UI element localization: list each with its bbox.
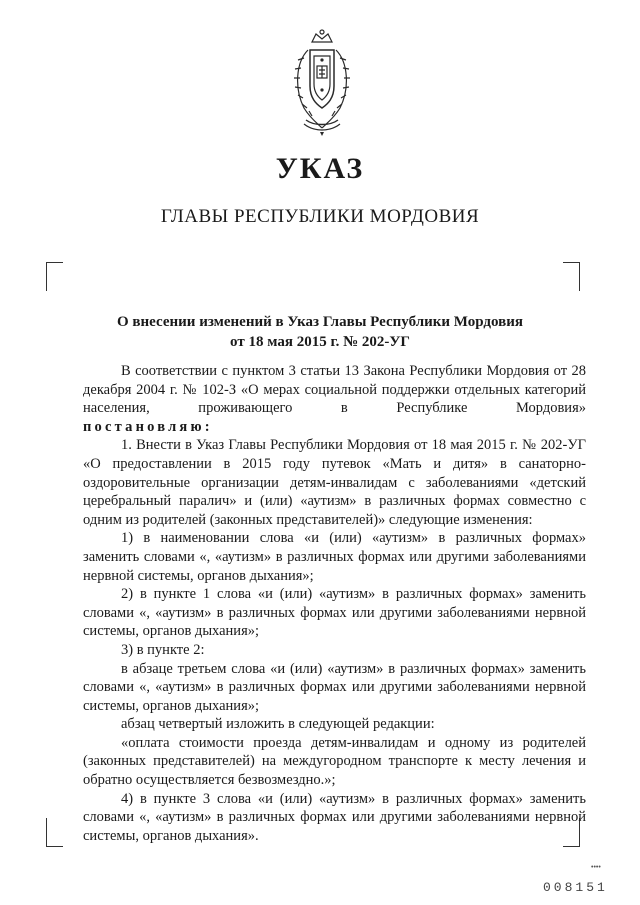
subitem-3-paragraph: 3) в пункте 2: (121, 641, 205, 658)
item-1-paragraph: 1. Внести в Указ Главы Республики Мордовия от 18 мая 2015 г. № 202-УГ «О предоставлении в 2015 году путевок «Мать и дитя» в санаторно-оздоровительные организации детям-инвалидам с заболеваниями «детский церебральный паралич» и (или) «аутизм» в различных формах совместно с одним из родителей (законных представителей)» следующие изменения: (83, 437, 586, 528)
subitem-3b-text: «оплата стоимости проезда детям-инвалидам и одному из родителей (законных представителей) на междугородном транспорте к месту лечения и обратно осуществляется безвозмездно.»; (83, 734, 586, 789)
subitem-1-paragraph: 1) в наименовании слова «и (или) «аутизм» в различных формах» заменить словами «, «аутизм» в различных формах или другими заболеваниями нервной системы, органов дыхания»; (83, 530, 586, 584)
document-title: УКАЗ (275, 152, 365, 185)
scan-mark: •••• (591, 864, 601, 871)
decree-body (83, 362, 586, 845)
preamble-paragraph: В соответствии с пунктом 3 статьи 13 Закона Республики Мордовия от 28 декабря 2004 г. № 102-З «О мерах социальной поддержки отдельных категорий населения, проживающего в Республике Мордовия» (83, 363, 586, 417)
corner-mark-bottom-left (46, 818, 63, 847)
subitem-2-paragraph: 2) в пункте 1 слова «и (или) «аутизм» в различных формах» заменить словами «, «аутизм» в различных формах или другими заболеваниями нервной системы, органов дыхания»; (83, 586, 586, 640)
subitem-4-paragraph: 4) в пункте 3 слова «и (или) «аутизм» в различных формах» заменить словами «, «аутизм» в различных формах или другими заболеваниями нервной системы, органов дыхания». (83, 790, 586, 844)
subitem-3b-paragraph: абзац четвертый изложить в следующей редакции: (121, 716, 435, 733)
heading-line-1: О внесении изменений в Указ Главы Республики Мордовия (117, 314, 523, 330)
subitem-3a-paragraph: в абзаце третьем слова «и (или) «аутизм» в различных формах» заменить словами «, «аутизм» в различных формах или другими заболеваниями нервной системы, органов дыхания»; (83, 660, 586, 714)
serial-number-stamp: 008151 (543, 880, 608, 895)
corner-mark-top-right (563, 262, 580, 291)
heading-line-2: от 18 мая 2015 г. № 202-УГ (230, 334, 410, 350)
corner-mark-top-left (46, 262, 63, 291)
document-subtitle: ГЛАВЫ РЕСПУБЛИКИ МОРДОВИЯ (160, 206, 480, 227)
decree-heading (0, 312, 640, 352)
decree-word: постановляю: (83, 418, 213, 435)
coat-of-arms-emblem (290, 28, 354, 136)
